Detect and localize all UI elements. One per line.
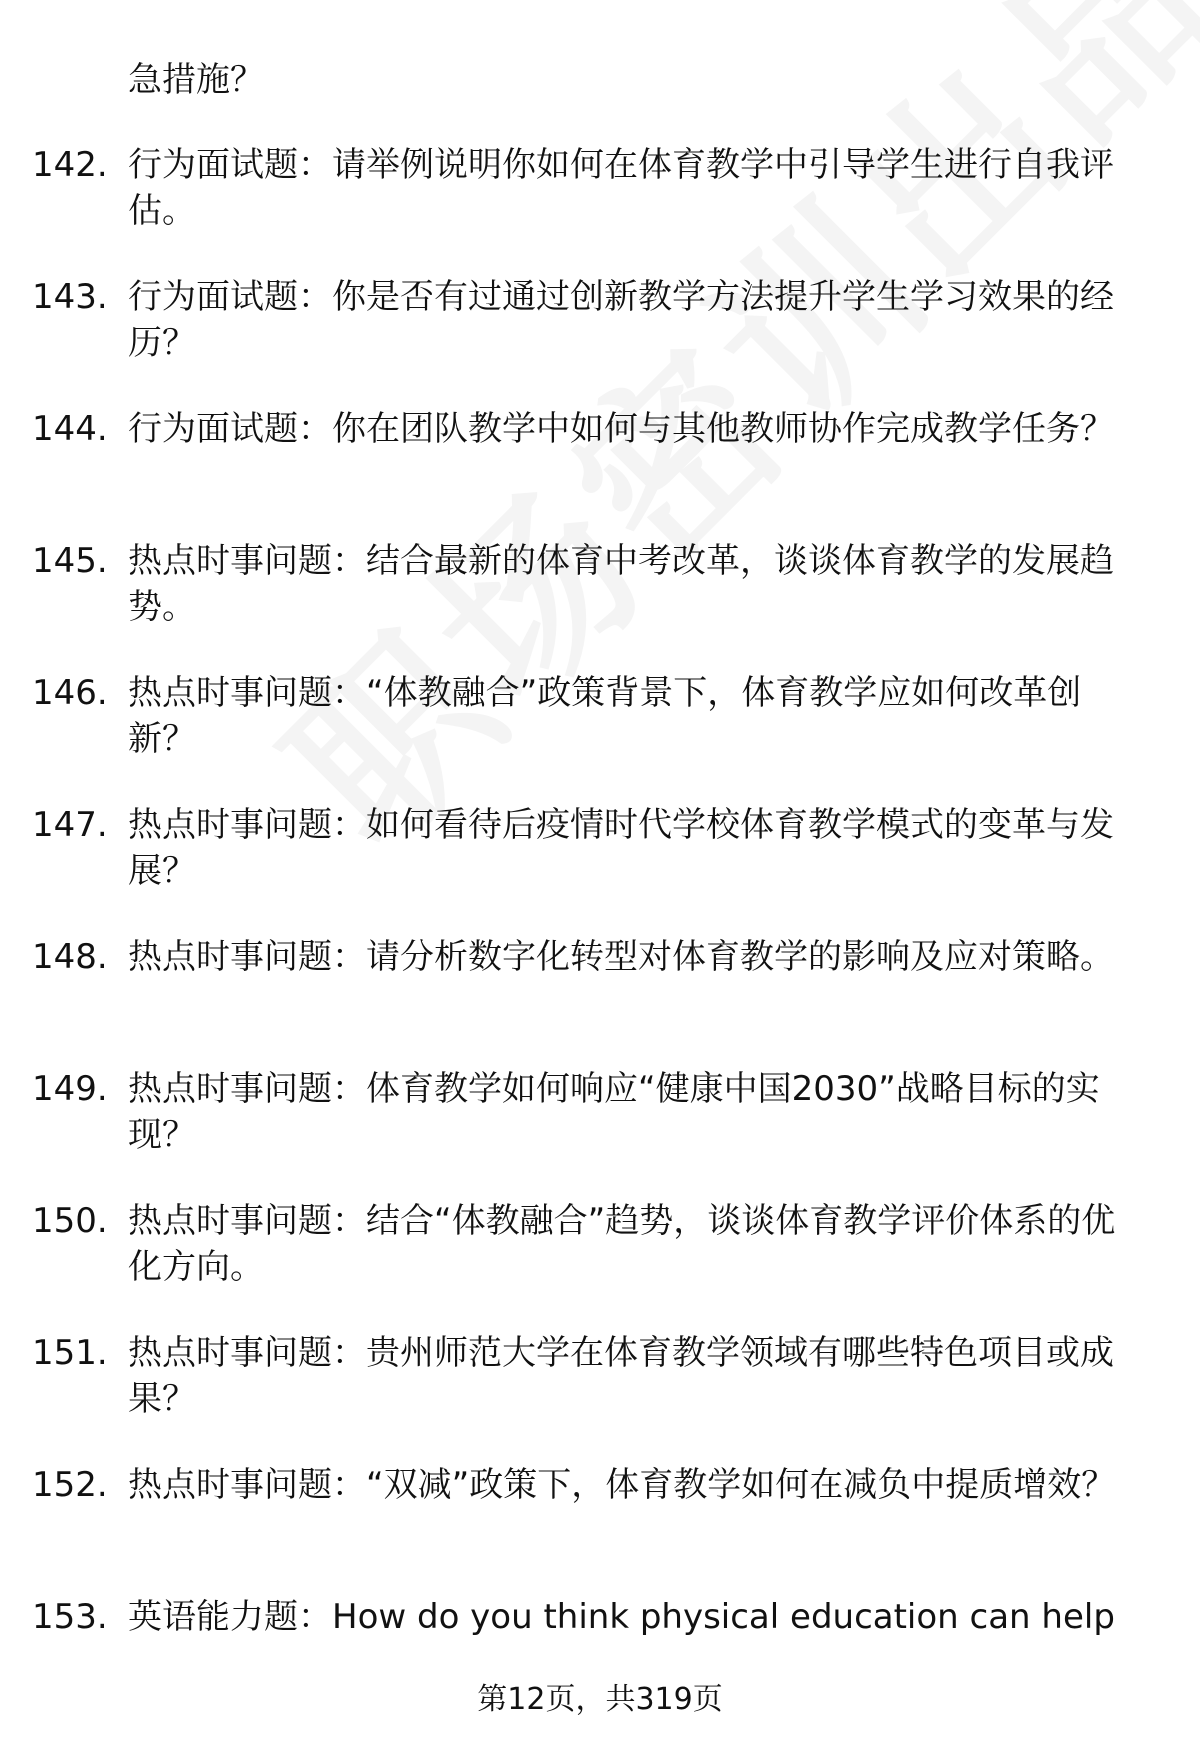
list-item xyxy=(0,1066,1200,1198)
question-text: 英语能力题：How do you think physical education can help xyxy=(128,1597,1115,1637)
page-footer: 第12页，共319页 xyxy=(477,1682,723,1717)
question-number: 151. xyxy=(32,1333,108,1373)
question-number: 143. xyxy=(32,277,108,317)
question-number: 152. xyxy=(32,1465,108,1505)
list-item xyxy=(0,1462,1200,1594)
question-text: 热点时事问题：如何看待后疫情时代学校体育教学模式的变革与发展？ xyxy=(128,805,1114,891)
question-text: 热点时事问题：“体教融合”政策背景下，体育教学应如何改革创新？ xyxy=(128,673,1082,759)
question-text: 热点时事问题：体育教学如何响应“健康中国2030”战略目标的实现？ xyxy=(128,1069,1100,1155)
question-text: 热点时事问题：结合“体教融合”趋势，谈谈体育教学评价体系的优化方向。 xyxy=(128,1201,1116,1287)
question-text: 行为面试题：你在团队教学中如何与其他教师协作完成教学任务？ xyxy=(128,409,1114,449)
question-text: 热点时事问题：贵州师范大学在体育教学领域有哪些特色项目或成果？ xyxy=(128,1333,1114,1419)
question-number: 153. xyxy=(32,1597,108,1637)
list-item xyxy=(0,142,1200,274)
list-item xyxy=(0,670,1200,802)
list-item xyxy=(0,274,1200,406)
question-text: 行为面试题：你是否有过通过创新教学方法提升学生学习效果的经历？ xyxy=(128,277,1114,363)
list-item xyxy=(0,538,1200,670)
question-number: 150. xyxy=(32,1201,108,1241)
question-number: 148. xyxy=(32,937,108,977)
question-number: 146. xyxy=(32,673,108,713)
question-number: 147. xyxy=(32,805,108,845)
question-text: 热点时事问题：结合最新的体育中考改革，谈谈体育教学的发展趋势。 xyxy=(128,541,1114,627)
list-item xyxy=(0,406,1200,538)
question-number: 142. xyxy=(32,145,108,185)
question-text: 热点时事问题：“双减”政策下，体育教学如何在减负中提质增效？ xyxy=(128,1465,1116,1505)
list-item xyxy=(0,1198,1200,1330)
list-item xyxy=(0,934,1200,1066)
question-list xyxy=(0,142,1200,1726)
question-text: 行为面试题：请举例说明你如何在体育教学中引导学生进行自我评估。 xyxy=(128,145,1114,231)
list-item xyxy=(0,1330,1200,1462)
list-item xyxy=(0,802,1200,934)
question-number: 144. xyxy=(32,409,108,449)
question-text: 热点时事问题：请分析数字化转型对体育教学的影响及应对策略。 xyxy=(128,937,1114,977)
question-number: 149. xyxy=(32,1069,108,1109)
continued-question-text: 急措施？ xyxy=(128,60,264,100)
question-number: 145. xyxy=(32,541,108,581)
